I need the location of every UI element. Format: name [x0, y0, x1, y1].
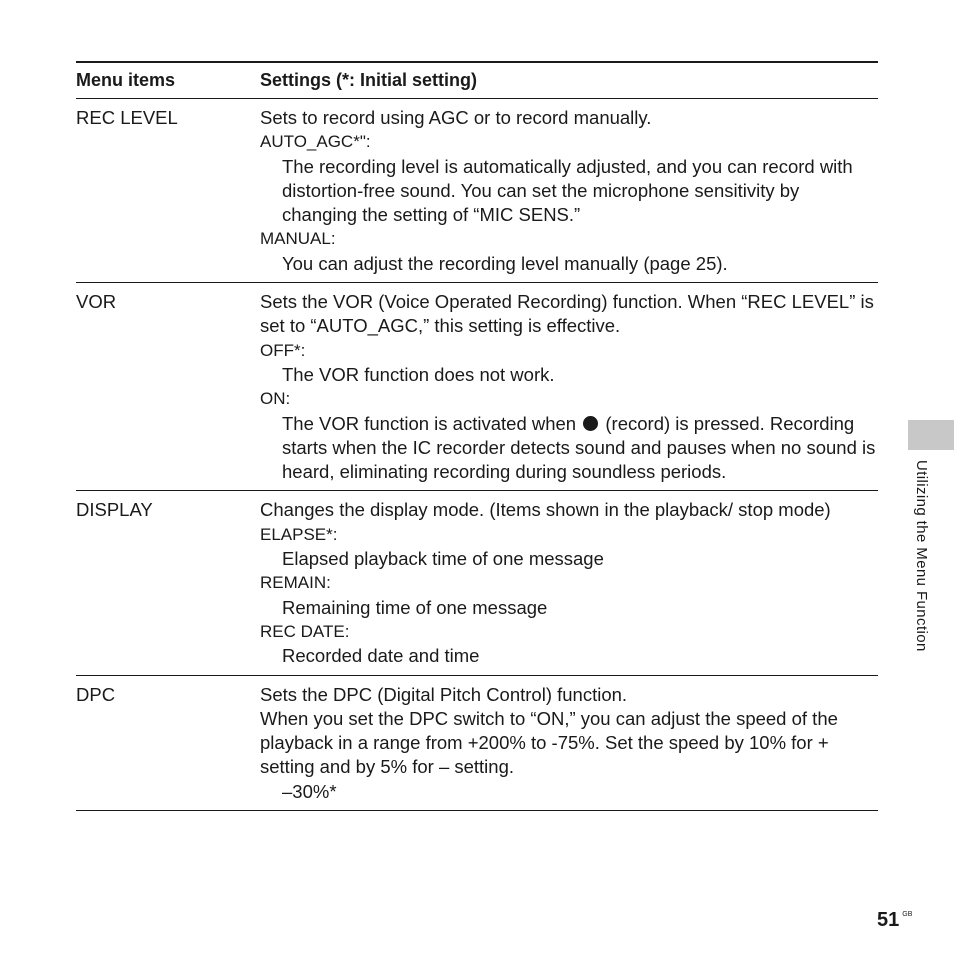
option-label: REC DATE:: [260, 621, 350, 641]
menu-item-name: VOR: [76, 291, 117, 313]
setting-description-detail: When you set the DPC switch to “ON,” you can adjust the speed of the playback in a range from +200% to -75%. Set the speed by 10% for + setting and by 5% for – setting.: [260, 707, 838, 778]
setting-description: Sets to record using AGC or to record manually.: [260, 107, 652, 128]
menu-item-name: DPC: [76, 683, 116, 705]
option-label: REMAIN:: [260, 573, 331, 593]
page-number-value: 51: [877, 909, 900, 931]
setting-description: Changes the display mode. (Items shown in the playback/ stop mode): [260, 499, 831, 521]
option-description-start: The VOR function is activated when: [282, 412, 577, 434]
record-bullet-icon: [583, 416, 598, 431]
option-description: The VOR function does not work.: [282, 363, 555, 385]
menu-item-settings: [260, 106, 878, 276]
option-description: The recording level is automatically adjusted, and you can record with distortion-free sound. You can set the microphone sensitivity by changing the setting of “MIC SENS.”: [282, 155, 853, 226]
option-description: Elapsed playback time of one message: [282, 548, 604, 570]
page-number-suffix: GB: [902, 911, 913, 918]
table-row: [76, 283, 878, 491]
option-description: [282, 412, 878, 485]
table-row: [76, 491, 878, 675]
section-tab-marker: [908, 420, 954, 450]
table-row: [76, 99, 878, 283]
menu-item-name: DISPLAY: [76, 499, 153, 521]
option-description: Remaining time of one message: [282, 596, 548, 618]
page-number: [877, 909, 912, 932]
option-label: MANUAL:: [260, 229, 336, 249]
option-description: Recorded date and time: [282, 645, 480, 667]
menu-item-settings: [260, 498, 878, 668]
option-label: AUTO_AGC*":: [260, 132, 371, 152]
option-description-end: (record) is pressed. Recording starts when the IC recorder detects sound and pauses when no sound is heard, eliminating recording during soundless periods.: [282, 412, 876, 483]
menu-item-name: REC LEVEL: [76, 107, 178, 128]
option-label: ON:: [260, 389, 291, 409]
setting-description: Sets the VOR (Voice Operated Recording) function. When “REC LEVEL” is set to “AUTO_AGC,” this setting is effective.: [260, 291, 874, 337]
setting-description: Sets the DPC (Digital Pitch Control) function.: [260, 683, 628, 705]
section-side-label: Utilizing the Menu Function: [913, 460, 930, 652]
header-menu-items: Menu items: [76, 70, 176, 90]
menu-item-settings: [260, 290, 878, 484]
option-description: –30%*: [282, 780, 337, 802]
menu-item-settings: [260, 683, 878, 804]
header-settings: Settings (*: Initial setting): [260, 70, 478, 90]
option-label: ELAPSE*:: [260, 524, 338, 544]
table-header: [76, 63, 878, 99]
settings-table: [76, 61, 878, 811]
option-label: OFF*:: [260, 340, 306, 360]
option-description: You can adjust the recording level manually (page 25).: [282, 252, 728, 274]
table-row: [76, 676, 878, 811]
